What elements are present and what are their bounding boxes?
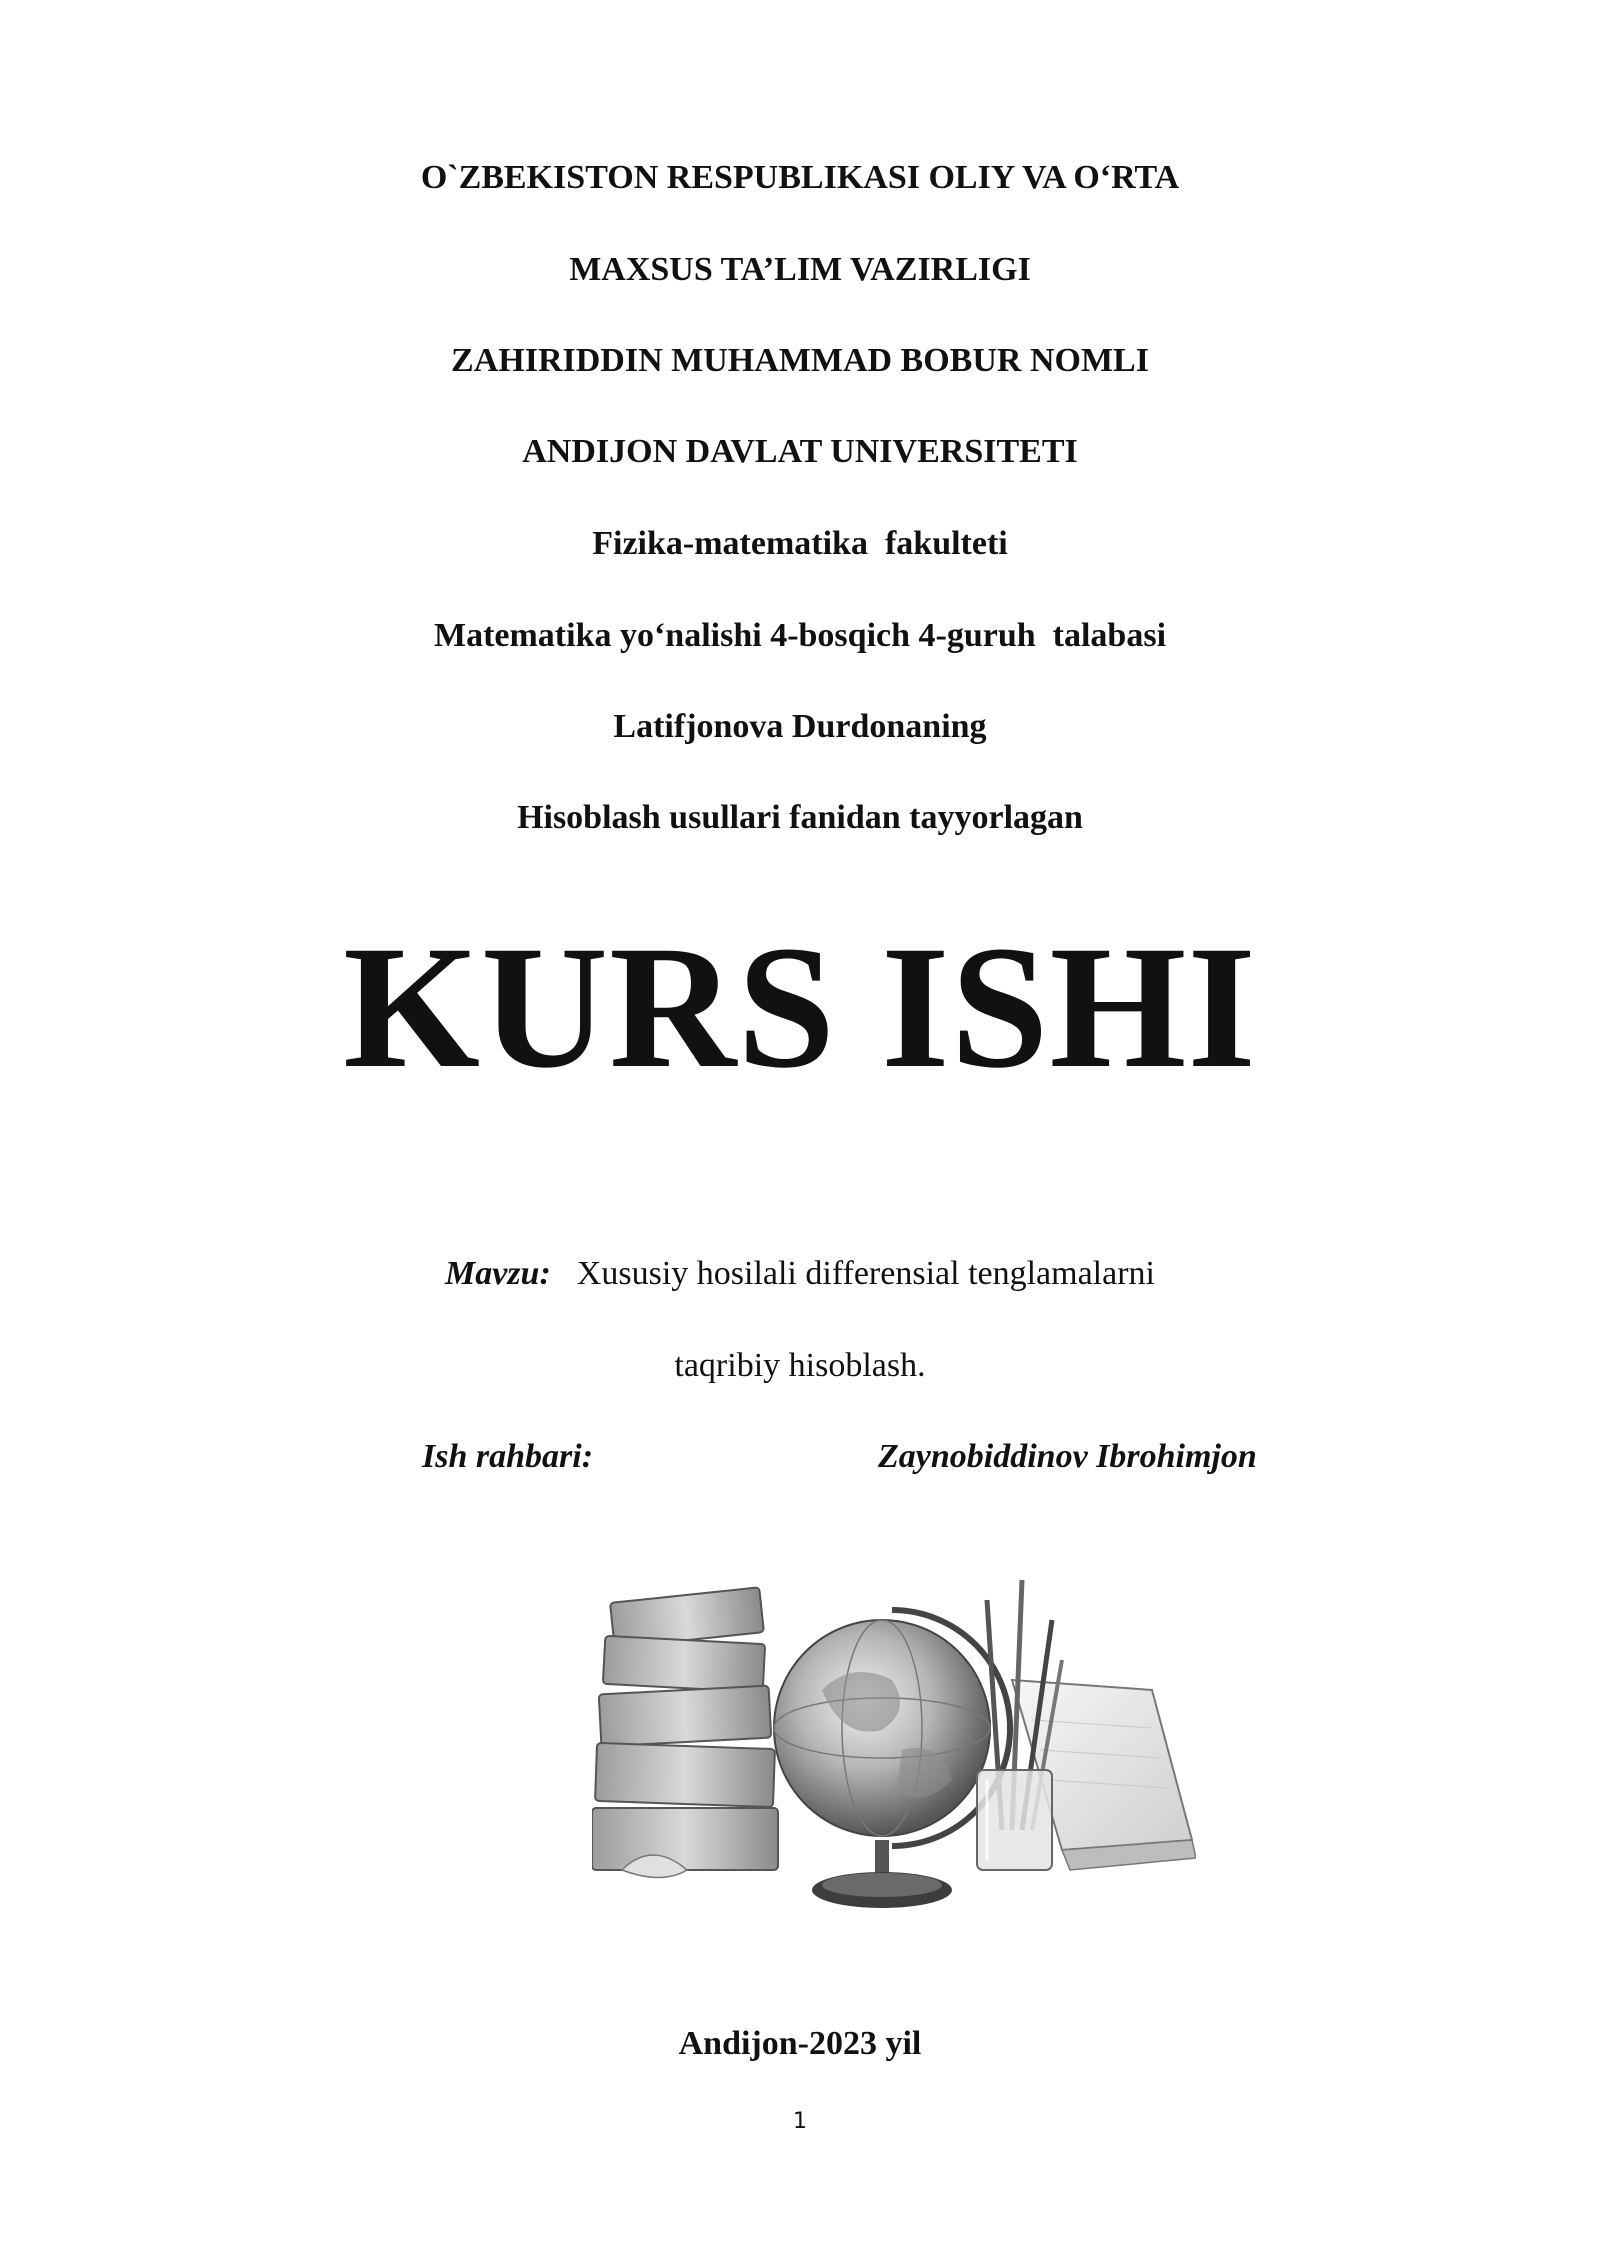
university-line-1: ZAHIRIDDIN MUHAMMAD BOBUR NOMLI [451,342,1149,379]
ministry-line-2: MAXSUS TA’LIM VAZIRLIGI [569,251,1031,288]
topic-text-2: taqribiy hisoblash. [674,1347,926,1384]
books-globe-pencils-illustration [592,1540,1196,1980]
footer-city-year: Andijon-2023 yil [678,2025,922,2062]
student-info-line: Matematika yo‘nalishi 4-bosqich 4-guruh talabasi [433,617,1167,654]
university-line-2: ANDIJON DAVLAT UNIVERSITETI [522,433,1078,470]
globe-icon [774,1610,1010,1908]
subject-line: Hisoblash usullari fanidan tayyorlagan [517,799,1083,836]
supervisor-name: Zaynobiddinov Ibrohimjon [878,1438,1257,1475]
book-stack-icon [592,1587,778,1877]
student-name-line: Latifjonova Durdonaning [613,708,987,745]
topic-line-1 [0,1254,1600,1294]
document-title: KURS ISHI [343,910,1257,1105]
ministry-line-1: O`ZBEKISTON RESPUBLIKASI OLIY VA O‘RTA [420,159,1180,196]
topic-text-1: Xususiy hosilali differensial tenglamalarni [576,1255,1155,1292]
topic-label: Mavzu: [445,1255,551,1292]
supervisor-label: Ish rahbari: [422,1438,594,1475]
page-number: 1 [793,2109,807,2134]
faculty-line: Fizika-matematika fakulteti [592,525,1008,562]
